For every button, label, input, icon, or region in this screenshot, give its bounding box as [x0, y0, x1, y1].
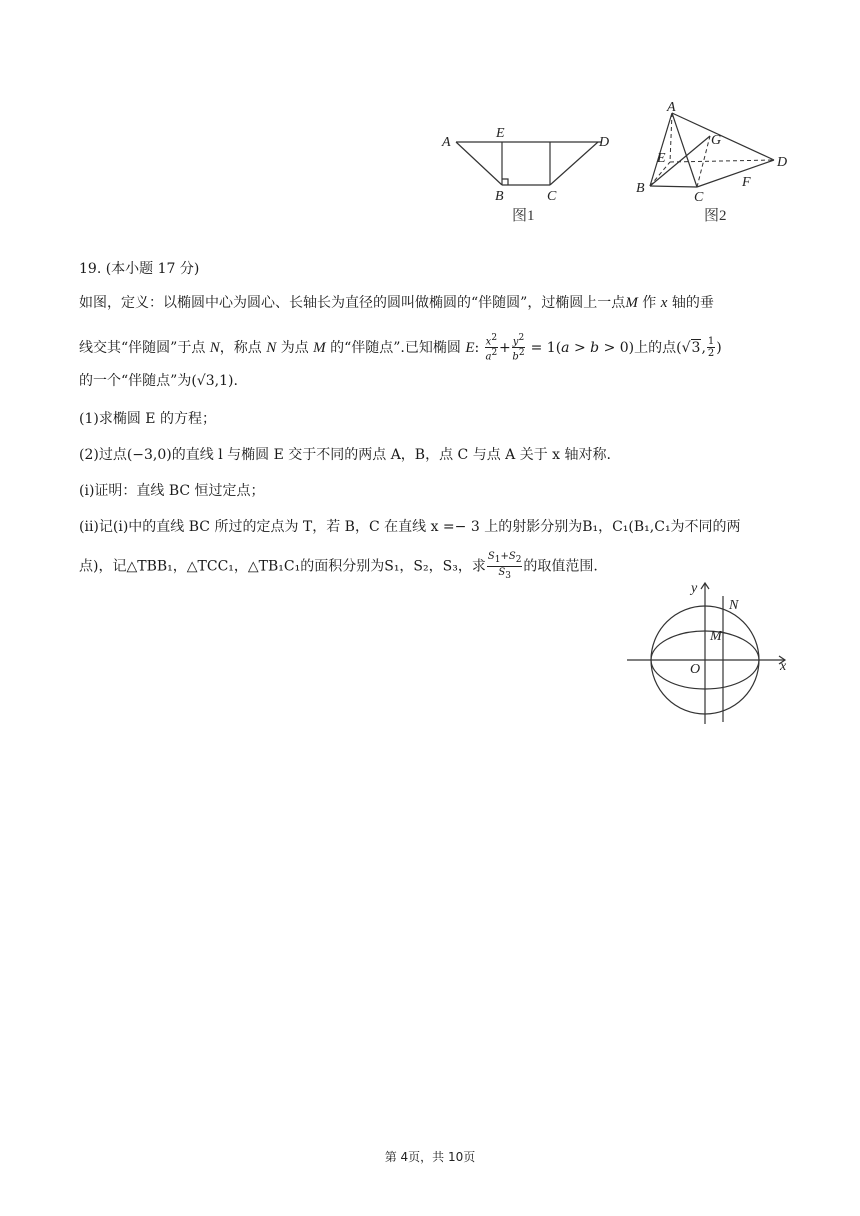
var-N2: N	[266, 339, 277, 356]
page-footer: 第 4页，共 10页	[384, 1150, 476, 1164]
question-1: (1)求椭圆 E 的方程；	[79, 411, 216, 427]
problem-paragraph-1	[79, 293, 714, 313]
question-2-ii-a: (ii)记(i)中的直线 BC 所过的定点为 T，若 B，C 在直线 x =− 3 上的射影分别为B₁，C₁(B₁,C₁为不同的两	[79, 519, 741, 535]
fig1-label-A: A	[442, 135, 451, 150]
fig2-label-D: D	[777, 155, 788, 170]
fig1-label-C: C	[547, 189, 557, 204]
fig2-label-E: E	[657, 151, 666, 166]
question-2: (2)过点(−3,0)的直线 l 与椭圆 E 交于不同的两点 A，B，点 C 与点 A 关于 x 轴对称.	[79, 447, 611, 463]
qii-b-text: 点)，记△TBB₁，△TCC₁，△TB₁C₁的面积分别为S₁，S₂，S₃，求	[79, 558, 486, 575]
fig2-label-G: G	[711, 133, 722, 148]
fig2-caption: 图2	[704, 208, 727, 224]
p2-a: 线交其“伴随圆”于点	[79, 339, 210, 356]
p3-text: 的一个“伴随点”为	[79, 373, 192, 389]
figure-2	[632, 100, 797, 230]
var-N: N	[209, 339, 220, 356]
p3-point: (√3,1)	[191, 373, 234, 389]
qii-c-text: 的取值范围.	[523, 558, 598, 575]
problem-paragraph-2	[79, 333, 722, 363]
fig3-label-M: M	[710, 629, 722, 644]
p1-text: 如图，定义：以椭圆中心为圆心、长轴长为直径的圆叫做椭圆的“伴随圆”，过椭圆上一点	[79, 295, 626, 311]
p2-c: 为点	[276, 339, 314, 356]
fig1-caption: 图1	[512, 208, 535, 224]
fig2-label-A: A	[667, 100, 676, 115]
fig1-label-E: E	[496, 126, 505, 141]
question-2-ii-b	[79, 551, 598, 582]
problem-header: 19. (本小题 17 分)	[79, 261, 200, 277]
fig1-label-D: D	[599, 135, 610, 150]
s-ratio-fraction: $\frac{S_1+S_2}{S_3}$	[487, 551, 522, 581]
fig3-label-O: O	[690, 662, 701, 677]
point-sqrt3-half: (√3, $\frac{1}{2}$ )	[676, 336, 722, 360]
var-x: x	[660, 295, 668, 311]
p1-end: 轴的垂	[667, 295, 714, 311]
problem-paragraph-3: 的一个“伴随点”为(√3,1).	[79, 373, 238, 389]
fig3-label-x: x	[780, 659, 787, 674]
p2-b: ，称点	[219, 339, 267, 356]
var-E: E	[465, 339, 475, 356]
var-M2: M	[313, 339, 326, 356]
p2-d: 的“伴随点”.已知椭圆	[325, 339, 466, 356]
fig2-label-B: B	[636, 181, 645, 196]
p2-e: 上的点	[634, 339, 677, 356]
p1-mid: 作	[637, 295, 661, 311]
fig3-label-N: N	[729, 598, 739, 613]
figure-1	[436, 122, 616, 232]
fig1-label-B: B	[495, 189, 504, 204]
question-2-i: (i)证明：直线 BC 恒过定点；	[79, 483, 265, 499]
figure-3	[625, 578, 795, 728]
fig2-label-F: F	[742, 175, 751, 190]
var-M: M	[625, 295, 638, 311]
fig2-label-C: C	[694, 190, 704, 205]
ellipse-equation: : $\frac{x^2}{a^2}$ + $\frac{y^2}{b^2}$ = 1(a > b > 0)	[474, 333, 635, 363]
fig3-label-y: y	[691, 581, 698, 596]
